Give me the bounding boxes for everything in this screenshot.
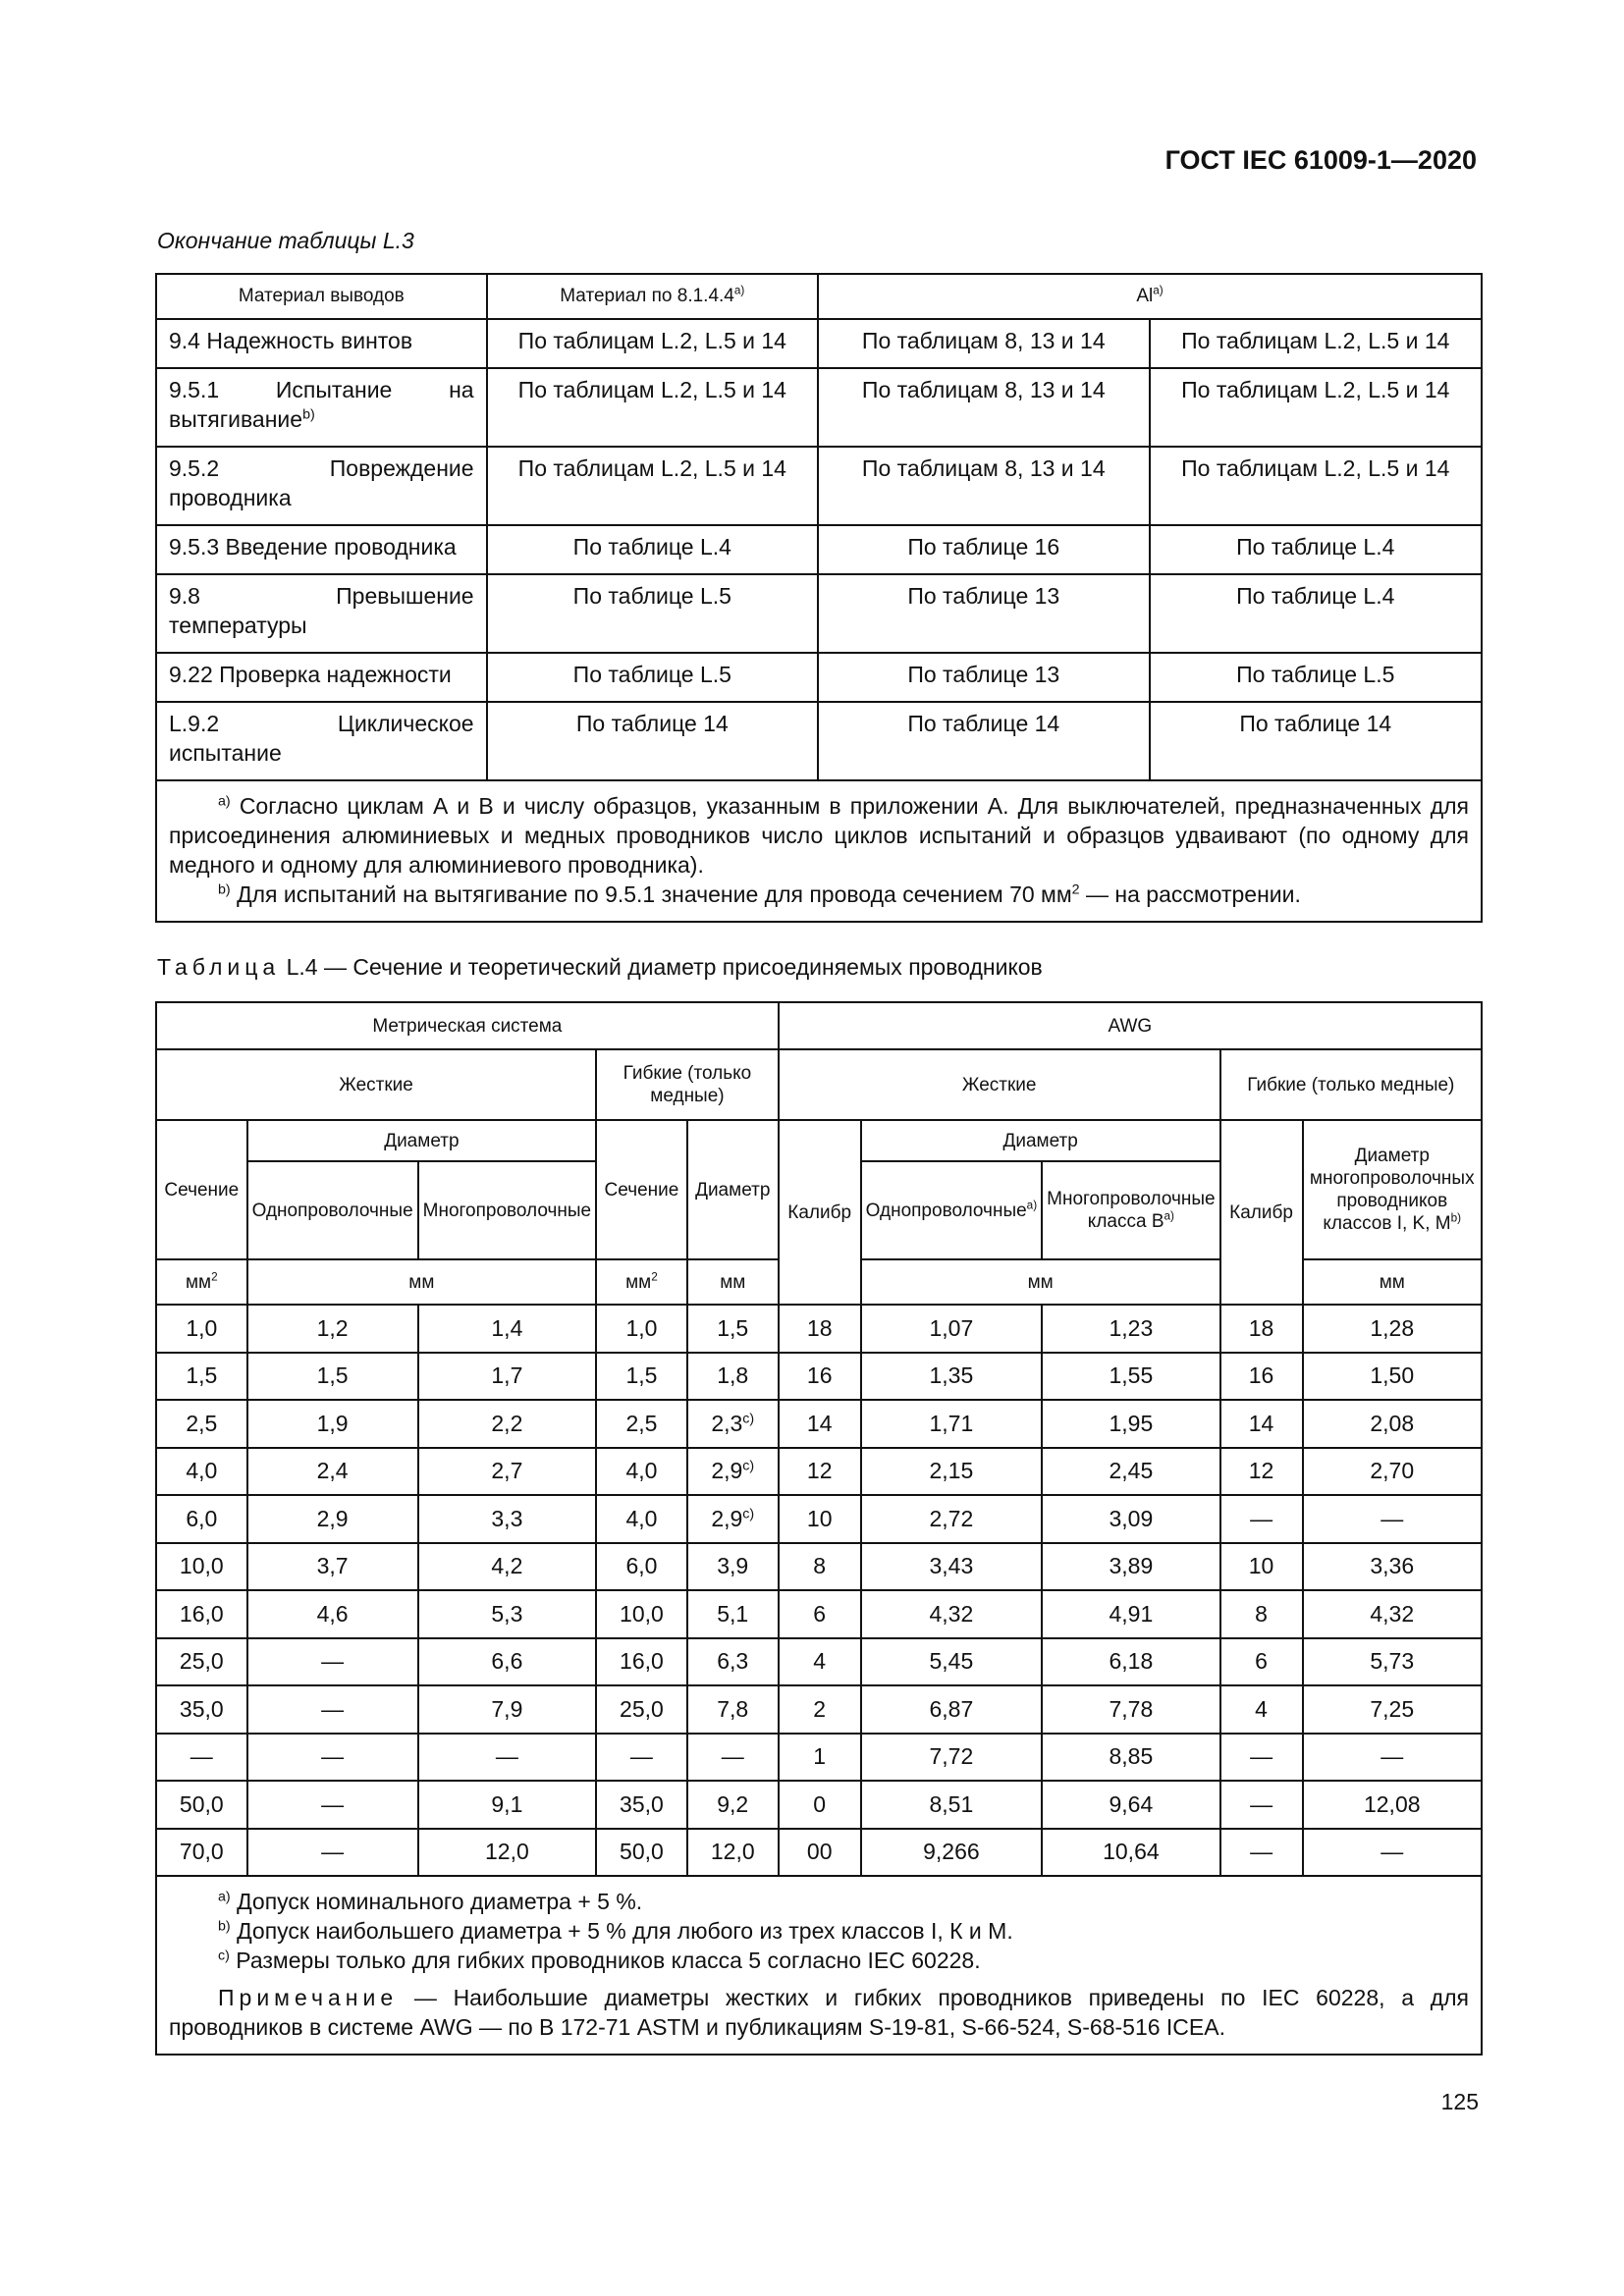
table-row — [156, 1448, 1482, 1496]
table-cell: 18 — [1220, 1305, 1303, 1353]
table-cell: 4,2 — [418, 1543, 596, 1591]
table-row — [156, 1829, 1482, 1877]
table-cell: По таблицам L.2, L.5 и 14 — [1150, 368, 1482, 447]
table-cell: По таблице 16 — [818, 525, 1149, 574]
header-awg-rigid: Жесткие — [779, 1049, 1220, 1120]
table-l4-footnotes — [156, 1876, 1482, 2055]
table-cell: 12,0 — [418, 1829, 596, 1877]
header-row-2 — [156, 1049, 1482, 1120]
table-cell: По таблице L.5 — [1150, 653, 1482, 702]
table-cell: 4,6 — [247, 1590, 418, 1638]
table-cell: 1,23 — [1042, 1305, 1219, 1353]
header-flex-diameter: Диаметр — [687, 1120, 779, 1259]
header-flex-section: Сечение — [596, 1120, 687, 1259]
table-cell: 5,73 — [1303, 1638, 1483, 1686]
table-cell: 16 — [779, 1353, 861, 1401]
table-cell: 1,0 — [156, 1305, 247, 1353]
table-cell: По таблицам L.2, L.5 и 14 — [487, 368, 818, 447]
table-cell: 7,25 — [1303, 1685, 1483, 1734]
table-cell: 1,71 — [861, 1400, 1043, 1448]
table-cell: 5,1 — [687, 1590, 779, 1638]
table-cell: 10,0 — [156, 1543, 247, 1591]
table-cell: 1,55 — [1042, 1353, 1219, 1401]
table-cell: По таблице 13 — [818, 574, 1149, 653]
table-cell: 8 — [1220, 1590, 1303, 1638]
table-cell: 4 — [1220, 1685, 1303, 1734]
document-code: ГОСТ IEC 61009-1—2020 — [1164, 145, 1477, 175]
table-cell: — — [418, 1734, 596, 1782]
test-name: 9.4 Надежность винтов — [156, 319, 487, 368]
unit-mm: мм — [861, 1259, 1220, 1305]
table-cell: 1,07 — [861, 1305, 1043, 1353]
header-awg: AWG — [779, 1002, 1482, 1049]
table-cell: 35,0 — [596, 1781, 687, 1829]
table-cell: 2,2 — [418, 1400, 596, 1448]
table-cell: 1 — [779, 1734, 861, 1782]
table-continuation-caption: Окончание таблицы L.3 — [157, 228, 414, 253]
table-row — [156, 447, 1482, 525]
table-cell: — — [1220, 1734, 1303, 1782]
test-name: 9.22 Проверка надежности — [156, 653, 487, 702]
header-awg-diameter: Диаметр — [861, 1120, 1220, 1161]
table-cell: 2,15 — [861, 1448, 1043, 1496]
header-awg-multi: Многопроволочные класса $В^{a)}$ — [1042, 1161, 1219, 1259]
table-l4-title: Таблица L.4 — Сечение и теоретический диаметр присоединяемых проводников — [157, 954, 1043, 980]
test-name: 9.5.2 Повреждение проводника — [156, 447, 487, 525]
table-row — [156, 1734, 1482, 1782]
table-cell: 6 — [779, 1590, 861, 1638]
table-cell: 6,0 — [596, 1543, 687, 1591]
table-cell: 25,0 — [156, 1638, 247, 1686]
table-cell: 35,0 — [156, 1685, 247, 1734]
table-row — [156, 319, 1482, 368]
header-metric: Метрическая система — [156, 1002, 779, 1049]
table-cell: — — [247, 1638, 418, 1686]
table-cell: По таблицам L.2, L.5 и 14 — [487, 447, 818, 525]
header-material-8144: Материал по $8.1.4.4^{а)}$ — [487, 274, 818, 319]
table-cell: 25,0 — [596, 1685, 687, 1734]
table-l4-footnotes-row — [156, 1876, 1482, 2055]
header-section: Сечение — [156, 1120, 247, 1259]
table-cell: 1,5 — [156, 1353, 247, 1401]
table-cell: 9,2 — [687, 1781, 779, 1829]
table-cell: 5,3 — [418, 1590, 596, 1638]
unit-mm: мм — [247, 1259, 597, 1305]
table-cell: 18 — [779, 1305, 861, 1353]
unit-mm: мм — [687, 1259, 779, 1305]
table-cell: 1,9 — [247, 1400, 418, 1448]
table-cell: 1,95 — [1042, 1400, 1219, 1448]
header-rigid: Жесткие — [156, 1049, 596, 1120]
table-cell: — — [247, 1685, 418, 1734]
table-cell: По таблице 14 — [1150, 702, 1482, 780]
table-row — [156, 1590, 1482, 1638]
unit-mm2: $мм^2$ — [156, 1259, 247, 1305]
table-cell: 14 — [779, 1400, 861, 1448]
table-cell: 00 — [779, 1829, 861, 1877]
table-l3 — [155, 273, 1483, 923]
table-cell: 4,0 — [156, 1448, 247, 1496]
footnote-a: $^{a)}$ Допуск номинального диаметра + 5 %. — [218, 1889, 643, 1914]
header-gauge-2: Калибр — [1220, 1120, 1303, 1305]
table-cell: — — [1220, 1495, 1303, 1543]
table-cell: 1,4 — [418, 1305, 596, 1353]
table-cell: 6,0 — [156, 1495, 247, 1543]
table-row — [156, 574, 1482, 653]
table-cell: 12,08 — [1303, 1781, 1483, 1829]
table-cell: 1,50 — [1303, 1353, 1483, 1401]
unit-mm2: $мм^2$ — [596, 1259, 687, 1305]
table-cell: 2,45 — [1042, 1448, 1219, 1496]
table-cell: 14 — [1220, 1400, 1303, 1448]
table-l4-body — [156, 1305, 1482, 1876]
table-row — [156, 1543, 1482, 1591]
table-cell: 1,5 — [596, 1353, 687, 1401]
table-l3-header-row — [156, 274, 1482, 319]
table-cell: 6,18 — [1042, 1638, 1219, 1686]
table-cell: — — [247, 1734, 418, 1782]
table-cell: По таблице L.5 — [487, 574, 818, 653]
table-cell: 2,5 — [596, 1400, 687, 1448]
footnote-a: $^{a)}$ Согласно циклам А и В и числу образцов, указанным в приложении А. Для выключателей, предназначенных для присоединения алюминиевых и медных проводников число циклов испытаний и образцов удваивают (по одному для медного и одному для алюминиевого проводника). — [169, 793, 1469, 878]
table-cell: — — [1303, 1734, 1483, 1782]
table-row — [156, 368, 1482, 447]
table-cell: 50,0 — [156, 1781, 247, 1829]
table-cell: — — [1303, 1495, 1483, 1543]
table-cell: 9,64 — [1042, 1781, 1219, 1829]
table-cell: 16 — [1220, 1353, 1303, 1401]
header-gauge: Калибр — [779, 1120, 861, 1305]
table-cell: По таблицам 8, 13 и 14 — [818, 319, 1149, 368]
header-multi-wire: Многопроволочные — [418, 1161, 596, 1259]
table-cell: 1,8 — [687, 1353, 779, 1401]
table-cell: 2,4 — [247, 1448, 418, 1496]
table-row — [156, 702, 1482, 780]
table-cell: По таблице L.4 — [1150, 574, 1482, 653]
table-cell: 2,9$^{c)}$ — [687, 1495, 779, 1543]
table-cell: По таблице 14 — [487, 702, 818, 780]
table-cell: 4,32 — [1303, 1590, 1483, 1638]
table-cell: По таблицам L.2, L.5 и 14 — [1150, 319, 1482, 368]
table-cell: 9,1 — [418, 1781, 596, 1829]
table-cell: 8,85 — [1042, 1734, 1219, 1782]
table-cell: 12 — [779, 1448, 861, 1496]
table-cell: 10 — [779, 1495, 861, 1543]
header-al: $Al^{а)}$ — [818, 274, 1482, 319]
table-cell: — — [247, 1781, 418, 1829]
table-cell: 6,3 — [687, 1638, 779, 1686]
table-cell: 6,87 — [861, 1685, 1043, 1734]
table-cell: По таблице 13 — [818, 653, 1149, 702]
test-name: 9.5.1 Испытание на вытягивание$^{b)}$ — [156, 368, 487, 447]
table-row — [156, 1495, 1482, 1543]
table-cell: 3,9 — [687, 1543, 779, 1591]
table-row — [156, 525, 1482, 574]
table-cell: 1,7 — [418, 1353, 596, 1401]
footnote-b: $^{b)}$ Для испытаний на вытягивание по 9.5.1 значение для провода сечением 70 $мм^2$ — на рассмотрении. — [218, 881, 1301, 907]
table-cell: 10 — [1220, 1543, 1303, 1591]
table-cell: 4,32 — [861, 1590, 1043, 1638]
table-cell: 12 — [1220, 1448, 1303, 1496]
table-cell: 1,5 — [247, 1353, 418, 1401]
table-cell: — — [596, 1734, 687, 1782]
table-cell: — — [156, 1734, 247, 1782]
table-cell: 7,8 — [687, 1685, 779, 1734]
table-cell: По таблицам 8, 13 и 14 — [818, 368, 1149, 447]
table-cell: По таблице L.5 — [487, 653, 818, 702]
table-row — [156, 653, 1482, 702]
table-cell: — — [687, 1734, 779, 1782]
table-cell: 5,45 — [861, 1638, 1043, 1686]
table-cell: 2 — [779, 1685, 861, 1734]
table-l3-footnotes — [156, 780, 1482, 922]
table-row — [156, 1685, 1482, 1734]
table-cell: По таблицам 8, 13 и 14 — [818, 447, 1149, 525]
table-cell: 3,7 — [247, 1543, 418, 1591]
table-cell: 2,5 — [156, 1400, 247, 1448]
table-cell: 6,6 — [418, 1638, 596, 1686]
header-awg-single: Однопроволочные$^{a)}$ — [861, 1161, 1043, 1259]
table-cell: 7,78 — [1042, 1685, 1219, 1734]
header-single-wire: Однопроволочные — [247, 1161, 418, 1259]
table-cell: 4 — [779, 1638, 861, 1686]
table-cell: 2,7 — [418, 1448, 596, 1496]
table-row — [156, 1305, 1482, 1353]
table-cell: 4,91 — [1042, 1590, 1219, 1638]
table-cell: 1,0 — [596, 1305, 687, 1353]
table-note: Примечание — Наибольшие диаметры жестких и гибких проводников приведены по IEC 60228, а для проводников в системе AWG — по В 172-71 ASTM и публикациям S-19-81, S-66-524, S-68-516 ICEA. — [169, 1985, 1470, 2040]
table-cell: 0 — [779, 1781, 861, 1829]
table-cell: 2,3$^{c)}$ — [687, 1400, 779, 1448]
table-cell: По таблицам L.2, L.5 и 14 — [1150, 447, 1482, 525]
table-l4 — [155, 1001, 1483, 2056]
table-cell: 2,9 — [247, 1495, 418, 1543]
table-cell: 16,0 — [156, 1590, 247, 1638]
table-cell: 8 — [779, 1543, 861, 1591]
table-cell: 1,35 — [861, 1353, 1043, 1401]
table-cell: — — [1303, 1829, 1483, 1877]
test-name: L.9.2 Циклическое испытание — [156, 702, 487, 780]
table-cell: 3,89 — [1042, 1543, 1219, 1591]
header-awg-flexible: Гибкие (только медные) — [1220, 1049, 1482, 1120]
header-row-1 — [156, 1002, 1482, 1049]
table-cell: — — [1220, 1829, 1303, 1877]
table-cell: 9,266 — [861, 1829, 1043, 1877]
table-cell: — — [247, 1829, 418, 1877]
table-cell: 6 — [1220, 1638, 1303, 1686]
table-cell: 4,0 — [596, 1495, 687, 1543]
table-cell: 3,3 — [418, 1495, 596, 1543]
table-cell: 16,0 — [596, 1638, 687, 1686]
table-cell: 3,36 — [1303, 1543, 1483, 1591]
unit-mm: мм — [1303, 1259, 1483, 1305]
table-row — [156, 1638, 1482, 1686]
table-cell: 8,51 — [861, 1781, 1043, 1829]
page-number: 125 — [1440, 2089, 1479, 2114]
table-cell: 10,64 — [1042, 1829, 1219, 1877]
table-cell: 2,70 — [1303, 1448, 1483, 1496]
table-cell: По таблице 14 — [818, 702, 1149, 780]
table-cell: 3,43 — [861, 1543, 1043, 1591]
header-terminal-material: Материал выводов — [156, 274, 487, 319]
table-cell: 7,9 — [418, 1685, 596, 1734]
table-cell: 2,08 — [1303, 1400, 1483, 1448]
test-name: 9.8 Превышение температуры — [156, 574, 487, 653]
table-cell: 1,5 — [687, 1305, 779, 1353]
table-row — [156, 1353, 1482, 1401]
header-awg-flex-diameter: Диаметр многопроволочных проводников классов I, K, $M^{b)}$ — [1303, 1120, 1483, 1259]
table-cell: — — [1220, 1781, 1303, 1829]
table-row — [156, 1400, 1482, 1448]
table-cell: 10,0 — [596, 1590, 687, 1638]
header-flexible: Гибкие (только медные) — [596, 1049, 779, 1120]
test-name: 9.5.3 Введение проводника — [156, 525, 487, 574]
table-cell: 2,72 — [861, 1495, 1043, 1543]
table-cell: 1,28 — [1303, 1305, 1483, 1353]
table-row — [156, 1781, 1482, 1829]
table-cell: 12,0 — [687, 1829, 779, 1877]
table-l3-footnotes-row — [156, 780, 1482, 922]
table-cell: 2,9$^{c)}$ — [687, 1448, 779, 1496]
table-cell: 50,0 — [596, 1829, 687, 1877]
table-cell: По таблице L.4 — [487, 525, 818, 574]
table-cell: По таблицам L.2, L.5 и 14 — [487, 319, 818, 368]
table-cell: 1,2 — [247, 1305, 418, 1353]
table-cell: По таблице L.4 — [1150, 525, 1482, 574]
header-row-3 — [156, 1120, 1482, 1161]
table-cell: 3,09 — [1042, 1495, 1219, 1543]
table-cell: 7,72 — [861, 1734, 1043, 1782]
table-cell: 70,0 — [156, 1829, 247, 1877]
footnote-b: $^{b)}$ Допуск наибольшего диаметра + 5 % для любого из трех классов I, К и М. — [218, 1918, 1013, 1944]
header-diameter: Диаметр — [247, 1120, 597, 1161]
table-cell: 4,0 — [596, 1448, 687, 1496]
footnote-c: $^{c)}$ Размеры только для гибких проводников класса 5 согласно IEC 60228. — [218, 1948, 981, 1973]
